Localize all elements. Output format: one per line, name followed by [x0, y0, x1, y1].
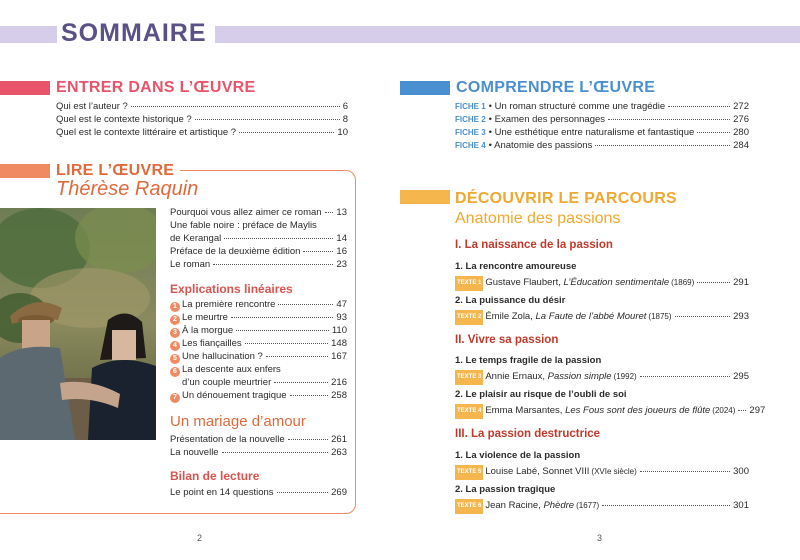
number-badge: 3 [170, 328, 180, 338]
toc-entry[interactable]: 6 La descente aux enfers [170, 363, 347, 376]
toc-entry[interactable]: 3 À la morgue 110 [170, 324, 347, 337]
fiche-label: FICHE 4 [455, 141, 486, 150]
comprendre-color-bar [400, 81, 450, 95]
toc-entry[interactable]: TEXTE 2 Émile Zola, La Faute de l’abbé Mouret (1875) 293 [455, 310, 749, 326]
texte-tag: TEXTE 3 [455, 370, 483, 385]
toc-entry[interactable]: FICHE 3 • Une esthétique entre naturalisme et fantastique 280 [455, 127, 749, 138]
toc-entry[interactable]: Pourquoi vous allez aimer ce roman 13 [170, 207, 347, 218]
work-title: Thérèse Raquin [56, 178, 199, 200]
toc-entry[interactable]: TEXTE 1 Gustave Flaubert, L’Éducation sentimentale (1869) 291 [455, 276, 749, 292]
item-heading: 1. La rencontre amoureuse [455, 261, 577, 272]
texte-tag: TEXTE 2 [455, 310, 483, 325]
toc-entry[interactable]: 1 La première rencontre 47 [170, 298, 347, 311]
toc-entry[interactable]: Le point en 14 questions 269 [170, 487, 347, 498]
page-number-left: 2 [197, 533, 203, 543]
toc-entry[interactable]: Une fable noire : préface de Maylis [170, 220, 317, 231]
toc-entry[interactable]: La nouvelle 263 [170, 447, 347, 458]
toc-entry[interactable]: Préface de la deuxième édition 16 [170, 246, 347, 257]
parcours-section-header [400, 190, 456, 204]
number-badge: 5 [170, 354, 180, 364]
item-heading: 2. La puissance du désir [455, 295, 566, 306]
number-badge: 2 [170, 315, 180, 325]
part-title: III. La passion destructrice [455, 428, 601, 440]
part-title: II. Vivre sa passion [455, 334, 559, 346]
page-number-right: 3 [597, 533, 603, 543]
item-heading: 1. Le temps fragile de la passion [455, 355, 602, 366]
toc-entry[interactable]: d’un couple meurtrier 216 [182, 377, 347, 388]
mariage-title: Un mariage d’amour [170, 413, 306, 430]
number-badge: 1 [170, 302, 180, 312]
item-heading: 2. La passion tragique [455, 484, 556, 495]
toc-entry[interactable]: Le roman 23 [170, 259, 347, 270]
toc-entry[interactable]: TEXTE 4 Emma Marsantes, Les Fous sont des joueurs de flûte (2024) 297 [455, 404, 749, 420]
entrer-section-header [0, 78, 256, 98]
toc-entry[interactable]: 5 Une hallucination ? 167 [170, 350, 347, 363]
fiche-label: FICHE 3 [455, 128, 486, 137]
parcours-title: DÉCOUVRIR LE PARCOURS [455, 190, 678, 207]
toc-entry[interactable]: Présentation de la nouvelle 261 [170, 434, 347, 445]
comprendre-section-header [400, 78, 655, 98]
lire-title: LIRE L’ŒUVRE [56, 162, 175, 179]
comprendre-title: COMPRENDRE L’ŒUVRE [456, 79, 656, 96]
lire-color-bar [0, 164, 50, 178]
toc-entry[interactable]: 7 Un dénouement tragique 258 [170, 389, 347, 402]
fiche-label: FICHE 2 [455, 115, 486, 124]
entrer-title: ENTRER DANS L’ŒUVRE [56, 79, 256, 96]
toc-entry[interactable]: TEXTE 5 Louise Labé, Sonnet VIII (XVIe siècle) 300 [455, 465, 749, 481]
toc-entry[interactable]: Quel est le contexte littéraire et artistique ? 10 [56, 127, 348, 138]
texte-tag: TEXTE 1 [455, 276, 483, 291]
explications-title: Explications linéaires [170, 282, 293, 296]
page-title: SOMMAIRE [57, 16, 215, 50]
toc-entry[interactable]: FICHE 1 • Un roman structuré comme une tragédie 272 [455, 101, 749, 112]
toc-entry[interactable]: Quel est le contexte historique ? 8 [56, 114, 348, 125]
toc-entry[interactable]: FICHE 2 • Examen des personnages 276 [455, 114, 749, 125]
number-badge: 4 [170, 341, 180, 351]
parcours-subtitle: Anatomie des passions [455, 210, 621, 227]
item-heading: 1. La violence de la passion [455, 450, 581, 461]
cover-painting [0, 208, 156, 440]
entrer-color-bar [0, 81, 50, 95]
number-badge: 7 [170, 393, 180, 403]
texte-tag: TEXTE 4 [455, 404, 483, 419]
toc-entry[interactable]: Qui est l’auteur ? 6 [56, 101, 348, 112]
number-badge: 6 [170, 367, 180, 377]
toc-entry[interactable]: 2 Le meurtre 93 [170, 311, 347, 324]
fiche-label: FICHE 1 [455, 102, 486, 111]
item-heading: 2. Le plaisir au risque de l’oubli de soi [455, 389, 627, 400]
bilan-title: Bilan de lecture [170, 469, 260, 483]
toc-entry[interactable]: de Kerangal 14 [170, 233, 347, 244]
part-title: I. La naissance de la passion [455, 239, 613, 251]
texte-tag: TEXTE 5 [455, 465, 483, 480]
toc-entry[interactable]: FICHE 4 • Anatomie des passions 284 [455, 140, 749, 151]
texte-tag: TEXTE 6 [455, 499, 483, 514]
toc-entry[interactable]: 4 Les fiançailles 148 [170, 337, 347, 350]
toc-entry[interactable]: TEXTE 3 Annie Ernaux, Passion simple (1992) 295 [455, 370, 749, 386]
parcours-color-bar [400, 190, 450, 204]
toc-entry[interactable]: TEXTE 6 Jean Racine, Phèdre (1677) 301 [455, 499, 749, 515]
